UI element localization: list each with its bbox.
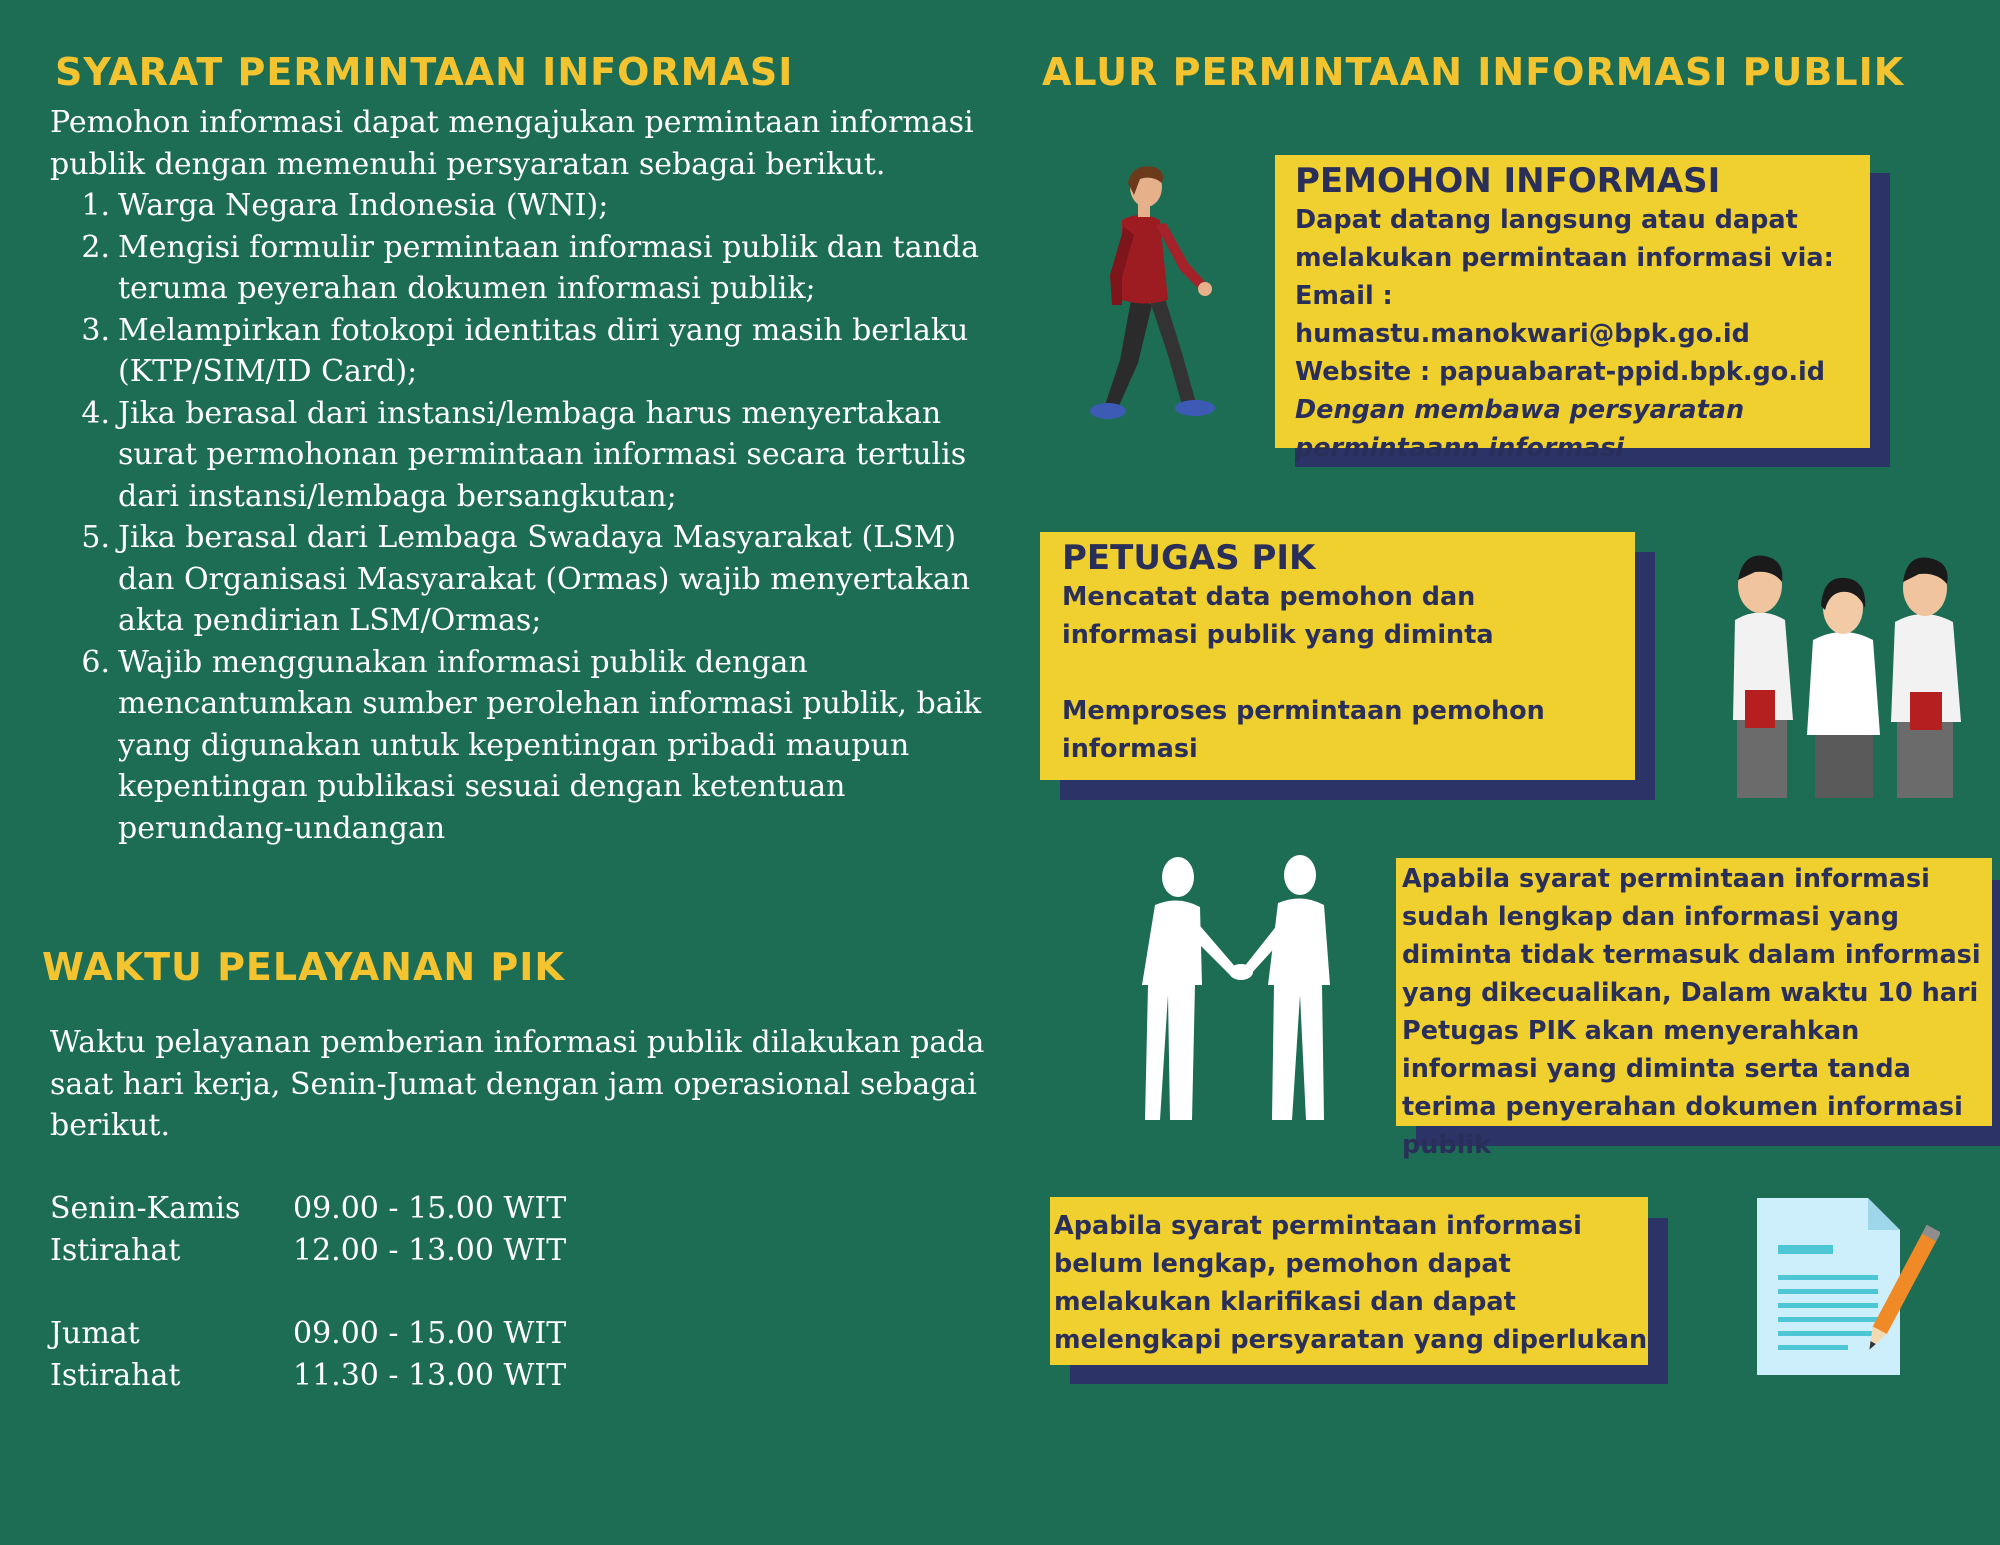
- schedule-time: 12.00 - 13.00 WIT: [293, 1233, 567, 1268]
- belum-box: [1050, 1197, 1648, 1365]
- belum-text: Apabila syarat permintaan informasi belum lengkap, pemohon dapat melakukan klarifikasi dan dapat melengkapi persyaratan yang diperlukan: [1054, 1211, 1648, 1355]
- waktu-heading: WAKTU PELAYANAN PIK: [42, 945, 565, 989]
- petugas-text-2: Memproses permintaan pemohon informasi: [1062, 696, 1545, 764]
- list-text: Warga Negara Indonesia (WNI);: [118, 188, 609, 223]
- list-text: Jika berasal dari Lembaga Swadaya Masyarakat (LSM) dan Organisasi Masyarakat (Ormas) wajib menyertakan akta pendirian LSM/Ormas;: [118, 520, 971, 638]
- list-number: 6.: [81, 644, 110, 680]
- pemohon-website: Website : papuabarat-ppid.bpk.go.id: [1295, 357, 1826, 387]
- waktu-intro: Waktu pelayanan pemberian informasi publik dilakukan pada saat hari kerja, Senin-Jumat dengan jam operasional sebagai berikut.: [50, 1025, 985, 1143]
- list-number: 5.: [81, 520, 110, 555]
- schedule-row: [50, 1230, 566, 1272]
- list-number: 1.: [81, 188, 110, 223]
- walking-person-illustration: [1060, 165, 1240, 435]
- list-text: Mengisi formulir permintaan informasi publik dan tanda teruma peyerahan dokumen informasi publik;: [118, 229, 980, 306]
- schedule-day: Istirahat: [50, 1358, 181, 1393]
- list-number: 4.: [81, 395, 110, 431]
- list-item: [55, 642, 985, 850]
- pemohon-email: Email : humastu.manokwari@bpk.go.id: [1295, 281, 1750, 349]
- pemohon-text: Dapat datang langsung atau dapat melakukan permintaan informasi via:: [1295, 205, 1834, 273]
- syarat-heading: SYARAT PERMINTAAN INFORMASI: [55, 50, 794, 94]
- schedule-day: Jumat: [50, 1316, 140, 1351]
- list-item: [55, 393, 985, 518]
- list-item: [55, 517, 985, 642]
- schedule-row: [50, 1313, 566, 1355]
- schedule-row: [50, 1355, 566, 1397]
- pemohon-box: [1275, 155, 1870, 463]
- syarat-intro: Pemohon informasi dapat mengajukan permintaan informasi publik dengan memenuhi persyaratan sebagai berikut.: [50, 105, 974, 182]
- list-item: [55, 185, 985, 227]
- list-number: 3.: [81, 312, 110, 348]
- officers-illustration: [1725, 550, 1970, 800]
- list-text: Jika berasal dari instansi/lembaga harus menyertakan surat permohonan permintaan informasi secara tertulis dari instansi/lembaga bersangkutan;: [118, 395, 967, 514]
- schedule-time: 09.00 - 15.00 WIT: [293, 1316, 567, 1351]
- document-pencil-icon: [1750, 1195, 1940, 1380]
- schedule-time: 11.30 - 13.00 WIT: [293, 1358, 567, 1393]
- handshake-silhouette-icon: [1140, 855, 1340, 1135]
- schedule-day: Istirahat: [50, 1233, 181, 1268]
- list-item: [55, 227, 985, 310]
- requirements-list: [55, 185, 985, 849]
- alur-heading: ALUR PERMINTAAN INFORMASI PUBLIK: [1042, 50, 1905, 94]
- petugas-box: [1040, 532, 1635, 780]
- schedule-row: [50, 1188, 566, 1230]
- lengkap-box: [1396, 858, 1992, 1160]
- list-number: 2.: [81, 229, 110, 265]
- pemohon-title: PEMOHON INFORMASI: [1295, 161, 1721, 201]
- petugas-title: PETUGAS PIK: [1062, 538, 1316, 578]
- pemohon-note: Dengan membawa persyaratan permintaann informasi: [1295, 395, 1745, 463]
- list-text: Melampirkan fotokopi identitas diri yang masih berlaku (KTP/SIM/ID Card);: [118, 312, 969, 389]
- schedule-time: 09.00 - 15.00 WIT: [293, 1191, 567, 1226]
- list-item: [55, 310, 985, 393]
- lengkap-text: Apabila syarat permintaan informasi sudah lengkap dan informasi yang diminta tidak termasuk dalam informasi yang dikecualikan, Dalam waktu 10 hari Petugas PIK akan menyerahkan informasi yang diminta serta tanda terima penyerahan dokumen informasi publik: [1402, 864, 1981, 1160]
- list-text: Wajib menggunakan informasi publik dengan mencantumkan sumber perolehan informasi publik, baik yang digunakan untuk kepentingan pribadi maupun kepentingan publikasi sesuai dengan ketentuan perundang-undangan: [118, 644, 982, 846]
- petugas-text-1: Mencatat data pemohon dan informasi publik yang diminta: [1062, 582, 1494, 650]
- schedule-day: Senin-Kamis: [50, 1191, 241, 1226]
